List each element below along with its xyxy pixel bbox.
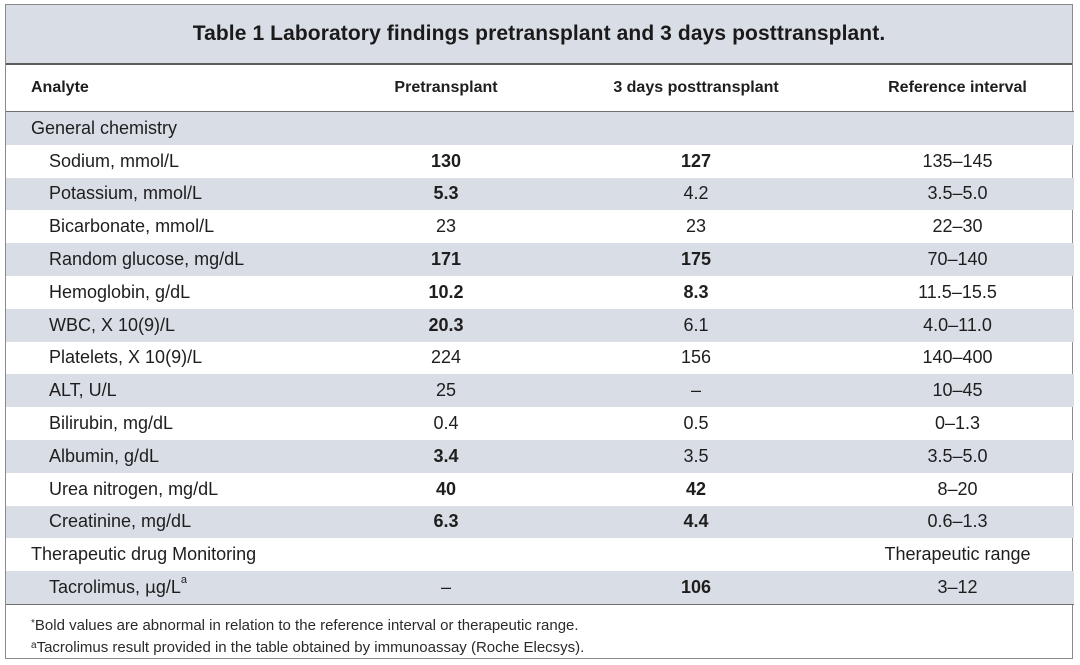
table-row [6, 243, 1074, 276]
cell-analyte: Bicarbonate, mmol/L [49, 216, 215, 237]
tacrolimus-unit: g/L [155, 577, 181, 598]
cell-pretransplant: 171 [341, 243, 551, 276]
cell-posttransplant: 42 [685, 478, 707, 499]
cell-posttransplant: 8.3 [683, 281, 709, 302]
table-row [6, 145, 1074, 178]
cell-pretransplant: – [341, 571, 551, 604]
cell-analyte: WBC, X 10(9)/L [6, 309, 341, 342]
cell-analyte: Hemoglobin, g/dL [49, 281, 191, 302]
cell-analyte: Bilirubin, mg/dL [49, 413, 174, 434]
cell-analyte: Urea nitrogen, mg/dL [49, 478, 219, 499]
cell-posttransplant: 3.5 [551, 440, 841, 473]
table-footnotes [6, 605, 1072, 659]
cell-pretransplant: 5.3 [341, 178, 551, 211]
cell-analyte: Albumin, g/dL [6, 440, 341, 473]
cell-pretransplant: 10.2 [428, 281, 464, 302]
cell-analyte: Random glucose, mg/dL [6, 243, 341, 276]
cell-reference: 0–1.3 [934, 413, 981, 434]
tacrolimus-label: Tacrolimus, [49, 577, 146, 598]
cell-pretransplant: 25 [341, 374, 551, 407]
table-row [6, 210, 1074, 243]
cell-posttransplant: – [551, 374, 841, 407]
header-pretransplant: Pretransplant [341, 65, 551, 112]
cell-analyte: Creatinine, mg/dL [6, 506, 341, 539]
therapeutic-range-label: Therapeutic range [884, 544, 1031, 565]
cell-reference: 3–12 [841, 571, 1074, 604]
cell-reference: 70–140 [841, 243, 1074, 276]
lab-findings-table [6, 65, 1074, 605]
table-row [6, 506, 1074, 539]
cell-posttransplant: 127 [680, 150, 712, 171]
cell-posttransplant: 106 [551, 571, 841, 604]
footnote-text: Tacrolimus result provided in the table obtained by immunoassay (Roche Elecsys). [36, 638, 585, 656]
cell-pretransplant: 40 [435, 478, 457, 499]
section-row-general-chemistry [6, 112, 1074, 145]
header-row [6, 65, 1074, 112]
cell-reference: 8–20 [937, 478, 978, 499]
cell-posttransplant: 23 [685, 216, 707, 237]
cell-pretransplant: 224 [430, 347, 462, 368]
section-row-therapeutic-drug-monitoring [6, 538, 1074, 571]
tacrolimus-footnote-mark: a [180, 574, 188, 587]
header-reference-interval: Reference interval [841, 65, 1074, 112]
table-row [6, 374, 1074, 407]
table-row [6, 407, 1074, 440]
section-label-general-chemistry: General chemistry [6, 112, 1074, 145]
header-posttransplant: 3 days posttransplant [551, 65, 841, 112]
footnote-tacrolimus [31, 637, 1072, 659]
cell-reference: 11.5–15.5 [918, 281, 997, 302]
cell-posttransplant: 156 [680, 347, 712, 368]
footnote-mark: a [31, 639, 37, 651]
table-row [6, 342, 1074, 375]
cell-reference: 0.6–1.3 [841, 506, 1074, 539]
footnote-bold-values [31, 615, 1072, 637]
cell-posttransplant: 6.1 [551, 309, 841, 342]
table-row [6, 178, 1074, 211]
cell-analyte: Potassium, mmol/L [6, 178, 341, 211]
cell-pretransplant: 6.3 [341, 506, 551, 539]
cell-analyte: Platelets, X 10(9)/L [49, 347, 203, 368]
cell-posttransplant: 175 [551, 243, 841, 276]
table-row [6, 276, 1074, 309]
lab-findings-table-frame [5, 4, 1073, 659]
cell-posttransplant: 4.4 [551, 506, 841, 539]
tacrolimus-unit-mu: μ [145, 578, 156, 599]
cell-pretransplant: 3.4 [341, 440, 551, 473]
footnote-mark: * [31, 617, 35, 629]
header-analyte: Analyte [6, 65, 341, 112]
cell-pretransplant: 130 [430, 150, 462, 171]
table-row [6, 440, 1074, 473]
table-row-tacrolimus [6, 571, 1074, 604]
cell-analyte: Sodium, mmol/L [49, 150, 180, 171]
cell-reference: 135–145 [922, 150, 993, 171]
cell-reference: 3.5–5.0 [841, 440, 1074, 473]
table-row [6, 309, 1074, 342]
cell-analyte [6, 571, 341, 604]
cell-reference: 140–400 [922, 347, 993, 368]
table-title: Table 1 Laboratory findings pretransplant and 3 days posttransplant. [6, 5, 1072, 65]
table-row [6, 473, 1074, 506]
cell-reference: 4.0–11.0 [841, 309, 1074, 342]
cell-pretransplant: 20.3 [341, 309, 551, 342]
footnote-text: Bold values are abnormal in relation to the reference interval or therapeutic range. [34, 616, 579, 634]
cell-posttransplant: 4.2 [551, 178, 841, 211]
cell-reference: 10–45 [841, 374, 1074, 407]
cell-posttransplant: 0.5 [683, 413, 709, 434]
cell-pretransplant: 23 [435, 216, 457, 237]
cell-reference: 22–30 [932, 216, 983, 237]
cell-pretransplant: 0.4 [433, 413, 459, 434]
cell-reference: 3.5–5.0 [841, 178, 1074, 211]
cell-analyte: ALT, U/L [6, 374, 341, 407]
section-label-therapeutic-drug-monitoring: Therapeutic drug Monitoring [31, 544, 257, 565]
